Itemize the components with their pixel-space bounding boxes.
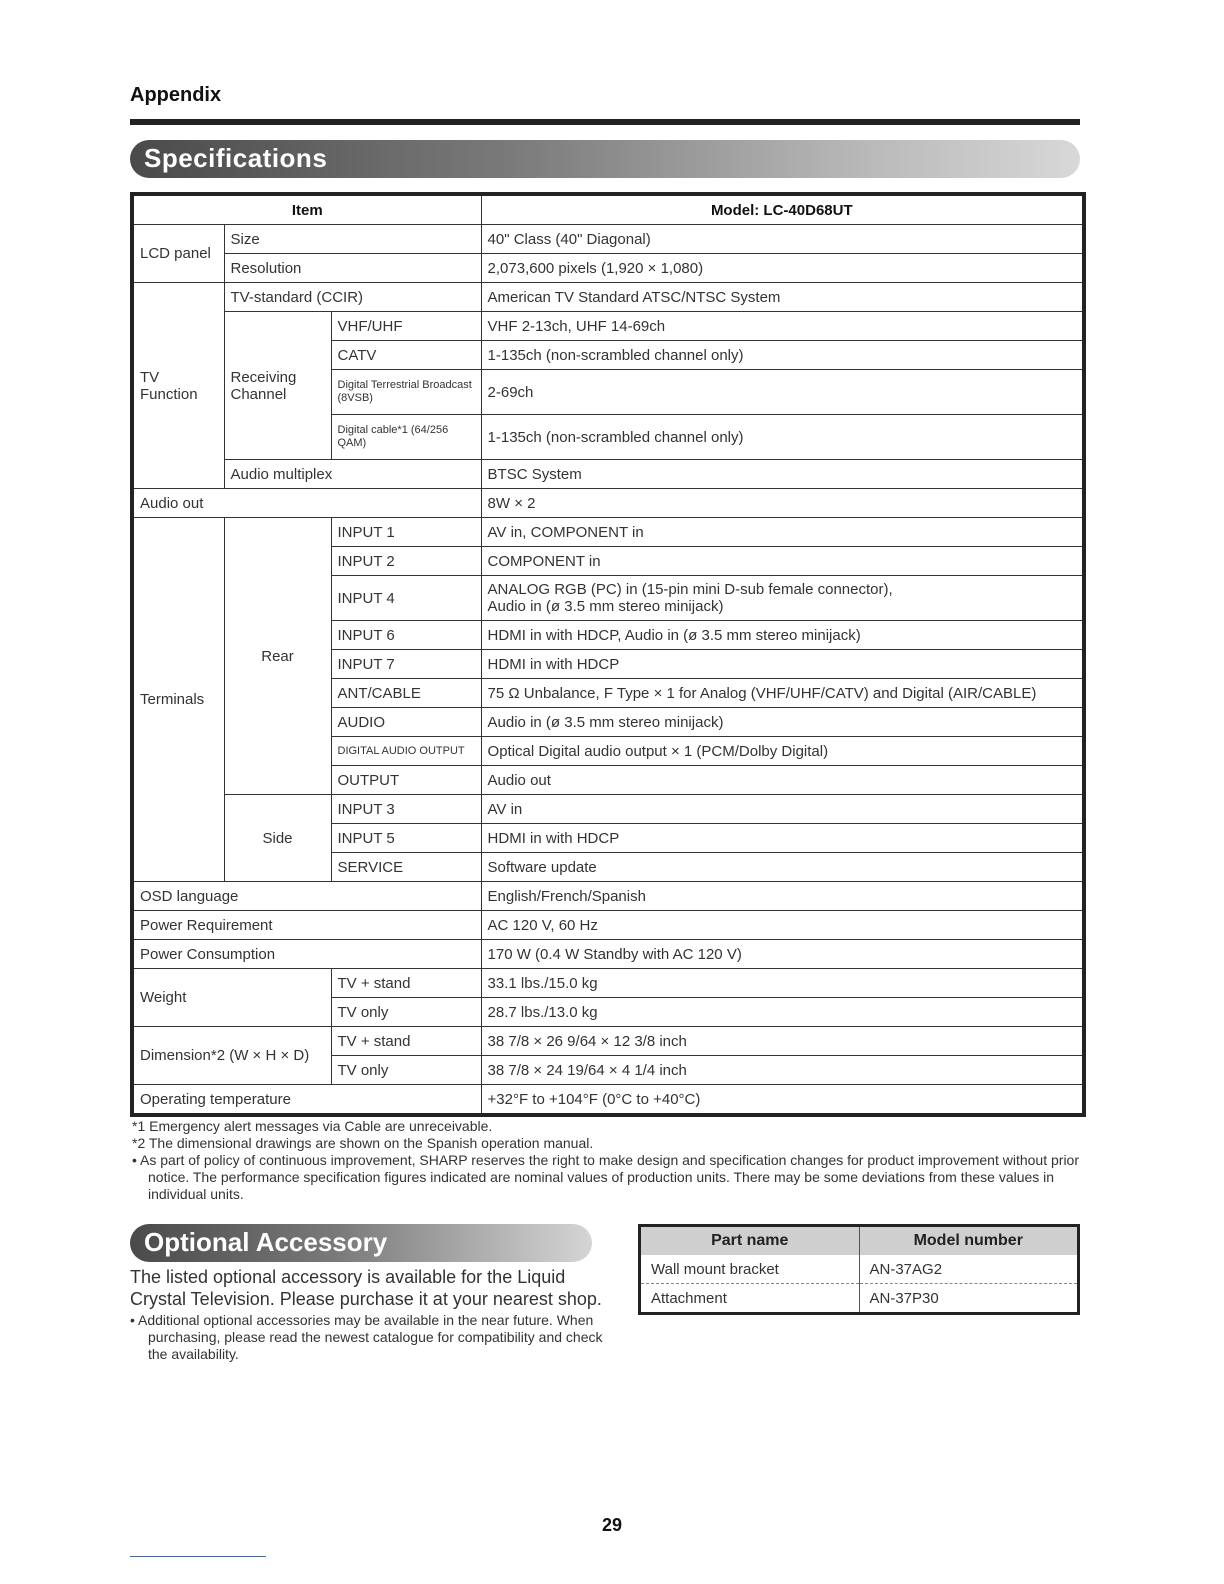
- row-value: HDMI in with HDCP, Audio in (ø 3.5 mm stereo minijack): [481, 621, 1084, 650]
- optional-accessory-title: Optional Accessory: [144, 1227, 388, 1257]
- row-label: INPUT 7: [331, 650, 481, 679]
- row-value: 1-135ch (non-scrambled channel only): [481, 341, 1084, 370]
- row-label: DIGITAL AUDIO OUTPUT: [331, 737, 481, 766]
- row-value: HDMI in with HDCP: [481, 650, 1084, 679]
- part-name: Wall mount bracket: [640, 1255, 860, 1284]
- part-name-header: Part name: [640, 1226, 860, 1256]
- accessory-note: • Additional optional accessories may be available in the near future. When purchasing, please read the newest catalogue for compatibility and check the availability.: [130, 1312, 603, 1362]
- row-value: 2-69ch: [481, 370, 1084, 415]
- row-value-line: Audio in (ø 3.5 mm stereo minijack): [487, 598, 724, 615]
- row-value: 40" Class (40" Diagonal): [481, 225, 1084, 254]
- table-row: [132, 312, 1084, 341]
- spec-notes: [132, 1118, 1080, 1203]
- row-value: English/French/Spanish: [481, 882, 1084, 911]
- row-label: Resolution: [224, 254, 481, 283]
- row-value: [481, 576, 1084, 621]
- weight-label: Weight: [132, 969, 331, 1027]
- row-value: 38 7/8 × 26 9/64 × 12 3/8 inch: [481, 1027, 1084, 1056]
- row-value: AC 120 V, 60 Hz: [481, 911, 1084, 940]
- row-label: Digital cable*1 (64/256 QAM): [331, 415, 481, 460]
- model-header: Model: LC-40D68UT: [481, 194, 1084, 225]
- table-row: [132, 1085, 1084, 1116]
- specifications-banner: [130, 140, 1080, 178]
- specifications-table: [130, 192, 1086, 1117]
- table-header-row: [132, 194, 1084, 225]
- model-number: AN-37AG2: [859, 1255, 1079, 1284]
- accessory-table: [638, 1224, 1080, 1315]
- row-value: 2,073,600 pixels (1,920 × 1,080): [481, 254, 1084, 283]
- row-value: VHF 2-13ch, UHF 14-69ch: [481, 312, 1084, 341]
- row-label: OSD language: [132, 882, 481, 911]
- row-value: 75 Ω Unbalance, F Type × 1 for Analog (VHF/UHF/CATV) and Digital (AIR/CABLE): [481, 679, 1084, 708]
- row-label: TV only: [331, 998, 481, 1027]
- row-value: HDMI in with HDCP: [481, 824, 1084, 853]
- table-row: [132, 882, 1084, 911]
- row-label: INPUT 6: [331, 621, 481, 650]
- footnote-2: *2 The dimensional drawings are shown on the Spanish operation manual.: [132, 1135, 594, 1151]
- row-label: CATV: [331, 341, 481, 370]
- row-label: TV only: [331, 1056, 481, 1085]
- row-label: Size: [224, 225, 481, 254]
- side-label: Side: [224, 795, 331, 882]
- row-value: 38 7/8 × 24 19/64 × 4 1/4 inch: [481, 1056, 1084, 1085]
- row-label: Operating temperature: [132, 1085, 481, 1116]
- table-row: [132, 489, 1084, 518]
- row-label: AUDIO: [331, 708, 481, 737]
- row-label: Power Requirement: [132, 911, 481, 940]
- row-label: INPUT 3: [331, 795, 481, 824]
- row-label: Digital Terrestrial Broadcast (8VSB): [331, 370, 481, 415]
- row-label: INPUT 4: [331, 576, 481, 621]
- model-number-header: Model number: [859, 1226, 1079, 1256]
- receiving-label: Receiving Channel: [224, 312, 331, 460]
- row-value: BTSC System: [481, 460, 1084, 489]
- row-value: Audio out: [481, 766, 1084, 795]
- specifications-title: Specifications: [144, 143, 328, 173]
- row-label: TV + stand: [331, 969, 481, 998]
- row-label: VHF/UHF: [331, 312, 481, 341]
- row-value: 170 W (0.4 W Standby with AC 120 V): [481, 940, 1084, 969]
- section-heading: Appendix: [130, 84, 222, 106]
- row-value: +32°F to +104°F (0°C to +40°C): [481, 1085, 1084, 1116]
- table-row: [132, 518, 1084, 547]
- table-row: [132, 795, 1084, 824]
- row-label: INPUT 5: [331, 824, 481, 853]
- row-value: AV in, COMPONENT in: [481, 518, 1084, 547]
- accessory-header-row: [640, 1226, 1079, 1256]
- row-label: TV + stand: [331, 1027, 481, 1056]
- row-value: 33.1 lbs./15.0 kg: [481, 969, 1084, 998]
- row-label: Audio out: [132, 489, 481, 518]
- table-row: [132, 911, 1084, 940]
- table-row: [132, 1027, 1084, 1056]
- terminals-group-label: Terminals: [132, 518, 224, 882]
- row-value: Software update: [481, 853, 1084, 882]
- row-label: Power Consumption: [132, 940, 481, 969]
- row-label: INPUT 1: [331, 518, 481, 547]
- table-row: [132, 283, 1084, 312]
- row-value: 1-135ch (non-scrambled channel only): [481, 415, 1084, 460]
- row-value: Optical Digital audio output × 1 (PCM/Dolby Digital): [481, 737, 1084, 766]
- item-header: Item: [132, 194, 481, 225]
- lcd-group-label: LCD panel: [132, 225, 224, 283]
- tv-group-label: TV Function: [132, 283, 224, 489]
- row-label: TV-standard (CCIR): [224, 283, 481, 312]
- row-label: Audio multiplex: [224, 460, 481, 489]
- table-row: [132, 254, 1084, 283]
- page-number: 29: [601, 1515, 623, 1535]
- row-label: ANT/CABLE: [331, 679, 481, 708]
- row-value: 28.7 lbs./13.0 kg: [481, 998, 1084, 1027]
- table-row: [132, 225, 1084, 254]
- row-value: 8W × 2: [481, 489, 1084, 518]
- row-value-line: ANALOG RGB (PC) in (15-pin mini D-sub female connector),: [487, 581, 893, 598]
- accessory-row: [640, 1255, 1079, 1284]
- accessory-description: The listed optional accessory is available for the Liquid Crystal Television. Please purchase it at your nearest shop.: [130, 1267, 602, 1309]
- dimension-label: Dimension*2 (W × H × D): [132, 1027, 331, 1085]
- row-label: INPUT 2: [331, 547, 481, 576]
- table-row: [132, 969, 1084, 998]
- table-row: [132, 460, 1084, 489]
- model-number: AN-37P30: [859, 1284, 1079, 1314]
- footnote-1: *1 Emergency alert messages via Cable are unreceivable.: [132, 1118, 493, 1134]
- heading-rule: [130, 119, 1080, 125]
- row-label: SERVICE: [331, 853, 481, 882]
- table-row: [132, 940, 1084, 969]
- row-value: Audio in (ø 3.5 mm stereo minijack): [481, 708, 1084, 737]
- row-value: AV in: [481, 795, 1084, 824]
- rear-label: Rear: [224, 518, 331, 795]
- policy-note: • As part of policy of continuous improvement, SHARP reserves the right to make design and specification changes for product improvement without prior notice. The performance specification figures indicated are nominal values of production units. There may be some deviations from these values in individual units.: [132, 1152, 1080, 1202]
- accessory-row: [640, 1284, 1079, 1314]
- footer-line: [130, 1556, 266, 1557]
- row-value: American TV Standard ATSC/NTSC System: [481, 283, 1084, 312]
- row-label: OUTPUT: [331, 766, 481, 795]
- optional-accessory-banner: [130, 1224, 592, 1262]
- row-value: COMPONENT in: [481, 547, 1084, 576]
- part-name: Attachment: [640, 1284, 860, 1314]
